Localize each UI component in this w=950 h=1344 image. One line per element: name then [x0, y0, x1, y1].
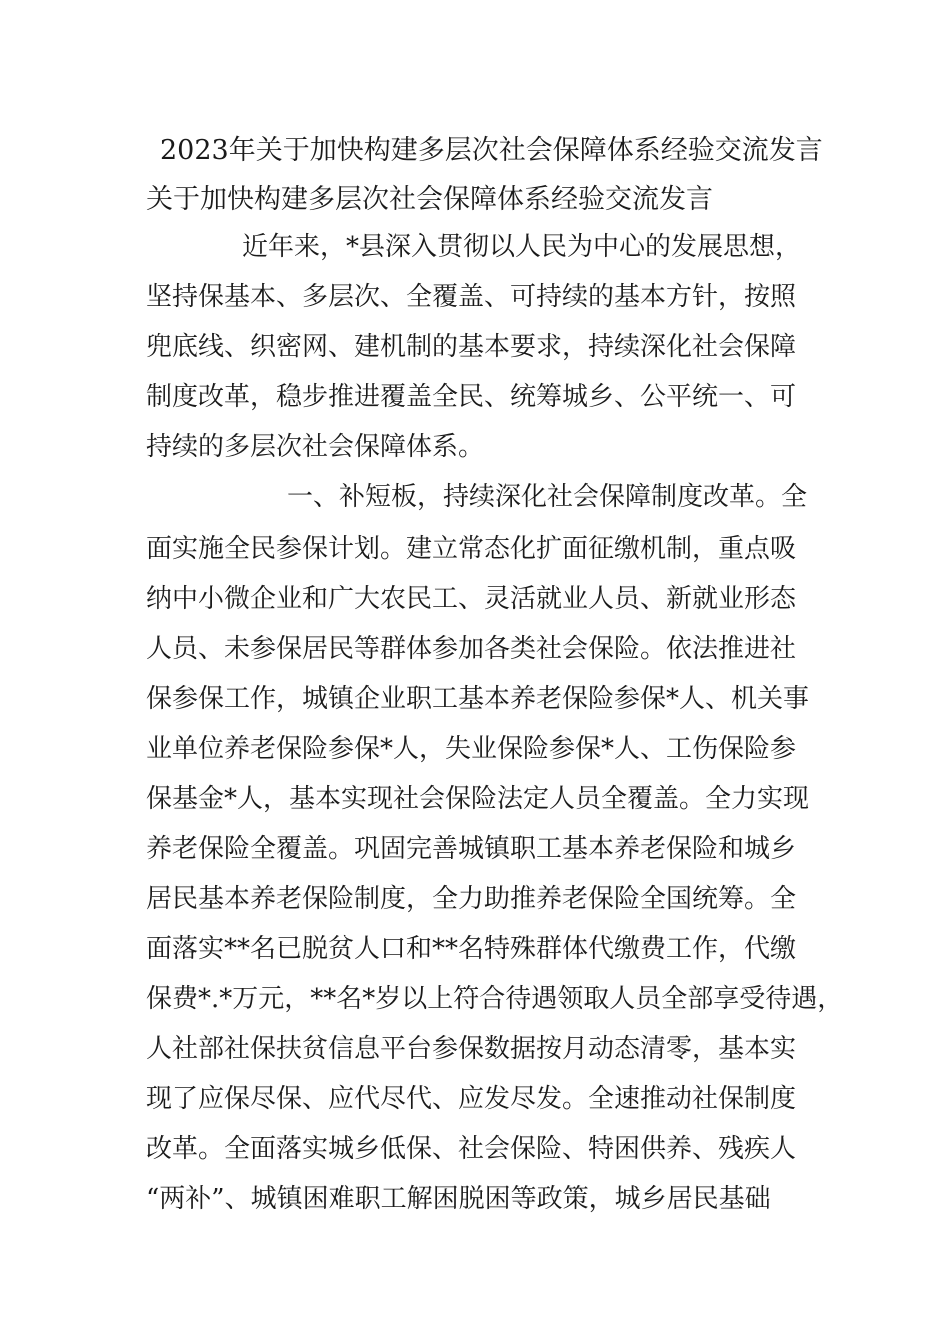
paragraph-line: 面实施全民参保计划。建立常态化扩面征缴机制，重点吸	[146, 534, 797, 564]
paragraph-line: 持续的多层次社会保障体系。	[146, 432, 485, 462]
paragraph-line: 坚持保基本、多层次、全覆盖、可持续的基本方针，按照	[146, 282, 797, 312]
paragraph-line: 保参保工作，城镇企业职工基本养老保险参保*人、机关事	[146, 684, 810, 714]
paragraph-line: 改革。全面落实城乡低保、社会保险、特困供养、残疾人	[146, 1134, 797, 1164]
section-heading-line: 一、补短板，持续深化社会保障制度改革。全	[287, 482, 808, 512]
paragraph-line: 现了应保尽保、应代尽代、应发尽发。全速推动社保制度	[146, 1084, 797, 1114]
paragraph-line: 近年来，*县深入贯彻以人民为中心的发展思想，	[242, 232, 802, 262]
paragraph-line: 保基金*人，基本实现社会保险法定人员全覆盖。全力实现	[146, 784, 810, 814]
paragraph-line: 保费*.*万元，**名*岁以上符合待遇领取人员全部享受待遇，	[146, 984, 844, 1014]
paragraph-line: 人社部社保扶贫信息平台参保数据按月动态清零，基本实	[146, 1034, 797, 1064]
document-subtitle: 关于加快构建多层次社会保障体系经验交流发言	[146, 184, 713, 215]
paragraph-line: 人员、未参保居民等群体参加各类社会保险。依法推进社	[146, 634, 797, 664]
paragraph-line: 兜底线、织密网、建机制的基本要求，持续深化社会保障	[146, 332, 797, 362]
paragraph-line: “两补”、城镇困难职工解困脱困等政策，城乡居民基础	[146, 1184, 771, 1214]
document-title: 2023年关于加快构建多层次社会保障体系经验交流发言	[160, 135, 823, 166]
paragraph-line: 业单位养老保险参保*人，失业保险参保*人、工伤保险参	[146, 734, 797, 764]
paragraph-line: 面落实**名已脱贫人口和**名特殊群体代缴费工作，代缴	[146, 934, 797, 964]
paragraph-line: 制度改革，稳步推进覆盖全民、统筹城乡、公平统一、可	[146, 382, 797, 412]
paragraph-line: 纳中小微企业和广大农民工、灵活就业人员、新就业形态	[146, 584, 797, 614]
paragraph-line: 养老保险全覆盖。巩固完善城镇职工基本养老保险和城乡	[146, 834, 797, 864]
paragraph-line: 居民基本养老保险制度，全力助推养老保险全国统筹。全	[146, 884, 797, 914]
